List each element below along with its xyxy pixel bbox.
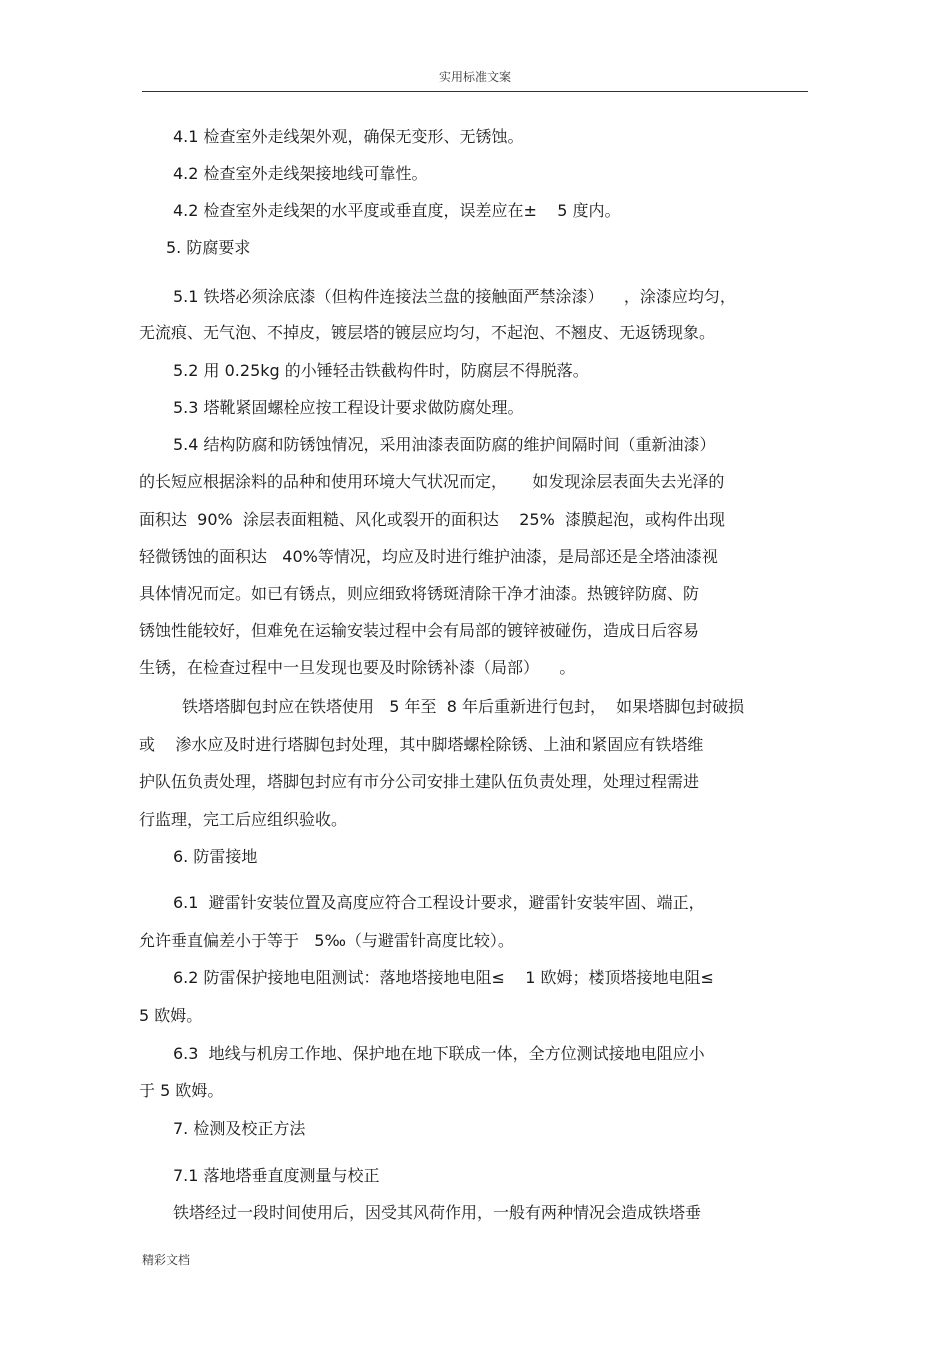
text-line: 护队伍负责处理，塔脚包封应有市分公司安排土建队伍负责处理，处理过程需进	[139, 772, 700, 791]
text-line: 5.2 用 0.25kg 的小锤轻击铁截构件时，防腐层不得脱落。	[173, 361, 589, 380]
text-line: 铁塔经过一段时间使用后，因受其风荷作用，一般有两种情况会造成铁塔垂	[173, 1203, 702, 1222]
page-footer: 精彩文档	[142, 1253, 191, 1267]
text-line: 锈蚀性能较好，但难免在运输安装过程中会有局部的镀锌被碰伤，造成日后容易	[139, 621, 700, 640]
text-line: 的长短应根据涂料的品种和使用环境大气状况而定， 如发现涂层表面失去光泽的	[139, 472, 725, 491]
text-line: 轻微锈蚀的面积达 40%等情况，均应及时进行维护油漆，是局部还是全塔油漆视	[139, 547, 718, 566]
text-line: 6.1 避雷针安装位置及高度应符合工程设计要求，避雷针安装牢固、端正，	[173, 893, 705, 912]
text-line: 4.2 检查室外走线架的水平度或垂直度，误差应在± 5 度内。	[173, 201, 621, 220]
text-line: 6.3 地线与机房工作地、保护地在地下联成一体，全方位测试接地电阻应小	[173, 1044, 705, 1063]
text-line: 无流痕、无气泡、不掉皮，镀层塔的镀层应均匀，不起泡、不翘皮、无返锈现象。	[139, 323, 716, 342]
text-line: 具体情况而定。如已有锈点，则应细致将锈斑清除干净才油漆。热镀锌防腐、防	[139, 584, 700, 603]
text-line: 5.4 结构防腐和防锈蚀情况，采用油漆表面防腐的维护间隔时间（重新油漆）	[173, 435, 716, 454]
section-heading: 5. 防腐要求	[166, 238, 251, 257]
text-line: 于 5 欧姆。	[139, 1081, 224, 1100]
text-line: 5.1 铁塔必须涂底漆（但构件连接法兰盘的接触面严禁涂漆） ，涂漆应均匀，	[173, 287, 736, 306]
text-line: 铁塔塔脚包封应在铁塔使用 5 年至 8 年后重新进行包封， 如果塔脚包封破损	[182, 697, 745, 716]
text-line: 允许垂直偏差小于等于 5‰（与避雷针高度比较）。	[139, 931, 514, 950]
text-line: 面积达 90% 涂层表面粗糙、风化或裂开的面积达 25% 漆膜起泡，或构件出现	[139, 510, 725, 529]
page-header: 实用标准文案	[438, 70, 511, 84]
text-line: 4.2 检查室外走线架接地线可靠性。	[173, 164, 428, 183]
text-line: 或 渗水应及时进行塔脚包封处理，其中脚塔螺栓除锈、上油和紧固应有铁塔维	[139, 735, 704, 754]
text-line: 生锈，在检查过程中一旦发现也要及时除锈补漆（局部） 。	[139, 658, 576, 677]
text-line: 行监理，完工后应组织验收。	[139, 810, 348, 829]
text-line: 5 欧姆。	[139, 1006, 203, 1025]
section-heading: 6. 防雷接地	[173, 847, 258, 866]
section-heading: 7. 检测及校正方法	[173, 1119, 306, 1138]
text-line: 4.1 检查室外走线架外观，确保无变形、无锈蚀。	[173, 127, 524, 146]
text-line: 5.3 塔靴紧固螺栓应按工程设计要求做防腐处理。	[173, 398, 524, 417]
header-rule	[142, 91, 808, 92]
text-line: 6.2 防雷保护接地电阻测试：落地塔接地电阻≤ 1 欧姆；楼顶塔接地电阻≤	[173, 968, 714, 987]
subsection-heading: 7.1 落地塔垂直度测量与校正	[173, 1166, 380, 1185]
